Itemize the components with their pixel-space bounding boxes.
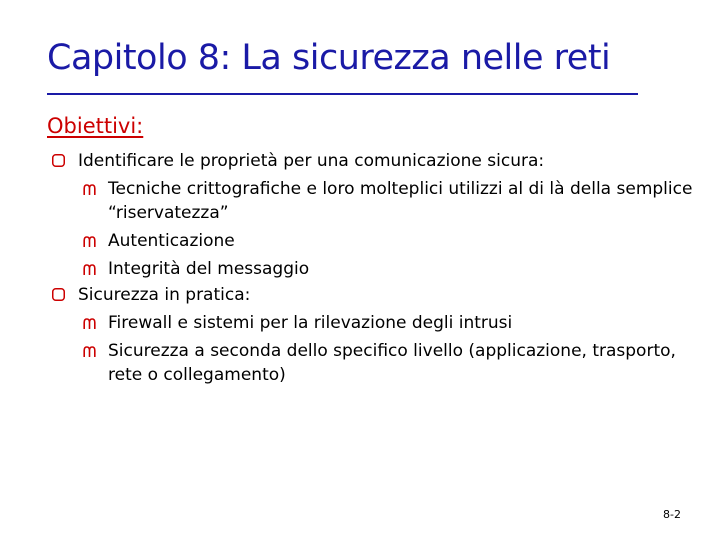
bullet-item bbox=[50, 149, 700, 173]
sub-bullet-text: Sicurezza a seconda dello specifico livello (applicazione, trasporto, rete o collegamento) bbox=[108, 341, 676, 385]
section-label-objectives: Obiettivi: bbox=[47, 114, 144, 138]
sub-bullet-text: Integrità del messaggio bbox=[108, 259, 310, 279]
bullet-text: Sicurezza in pratica: bbox=[78, 285, 251, 305]
sub-bullet-icon bbox=[83, 184, 96, 195]
sub-bullet-item bbox=[50, 257, 700, 281]
square-bullet-icon bbox=[52, 154, 65, 167]
bullet-text: Identificare le proprietà per una comunicazione sicura: bbox=[78, 151, 545, 171]
slide-title: Capitolo 8: La sicurezza nelle reti bbox=[47, 38, 611, 78]
page-number: 8-2 bbox=[663, 508, 681, 521]
bullet-list bbox=[50, 147, 700, 387]
sub-bullet-text: Autenticazione bbox=[108, 231, 235, 251]
sub-bullet-icon bbox=[83, 346, 96, 357]
sub-bullet-item bbox=[50, 229, 700, 253]
sub-bullet-item bbox=[50, 339, 700, 387]
sub-bullet-item bbox=[50, 311, 700, 335]
sub-bullet-item bbox=[50, 177, 700, 225]
sub-bullet-icon bbox=[83, 236, 96, 247]
sub-bullet-text: Firewall e sistemi per la rilevazione degli intrusi bbox=[108, 313, 513, 333]
square-bullet-icon bbox=[52, 288, 65, 301]
sub-bullet-text: Tecniche crittografiche e loro molteplici utilizzi al di là della semplice “riservatezza” bbox=[108, 179, 693, 223]
title-underline bbox=[47, 93, 638, 95]
bullet-item bbox=[50, 283, 700, 307]
sub-bullet-icon bbox=[83, 318, 96, 329]
sub-bullet-icon bbox=[83, 264, 96, 275]
